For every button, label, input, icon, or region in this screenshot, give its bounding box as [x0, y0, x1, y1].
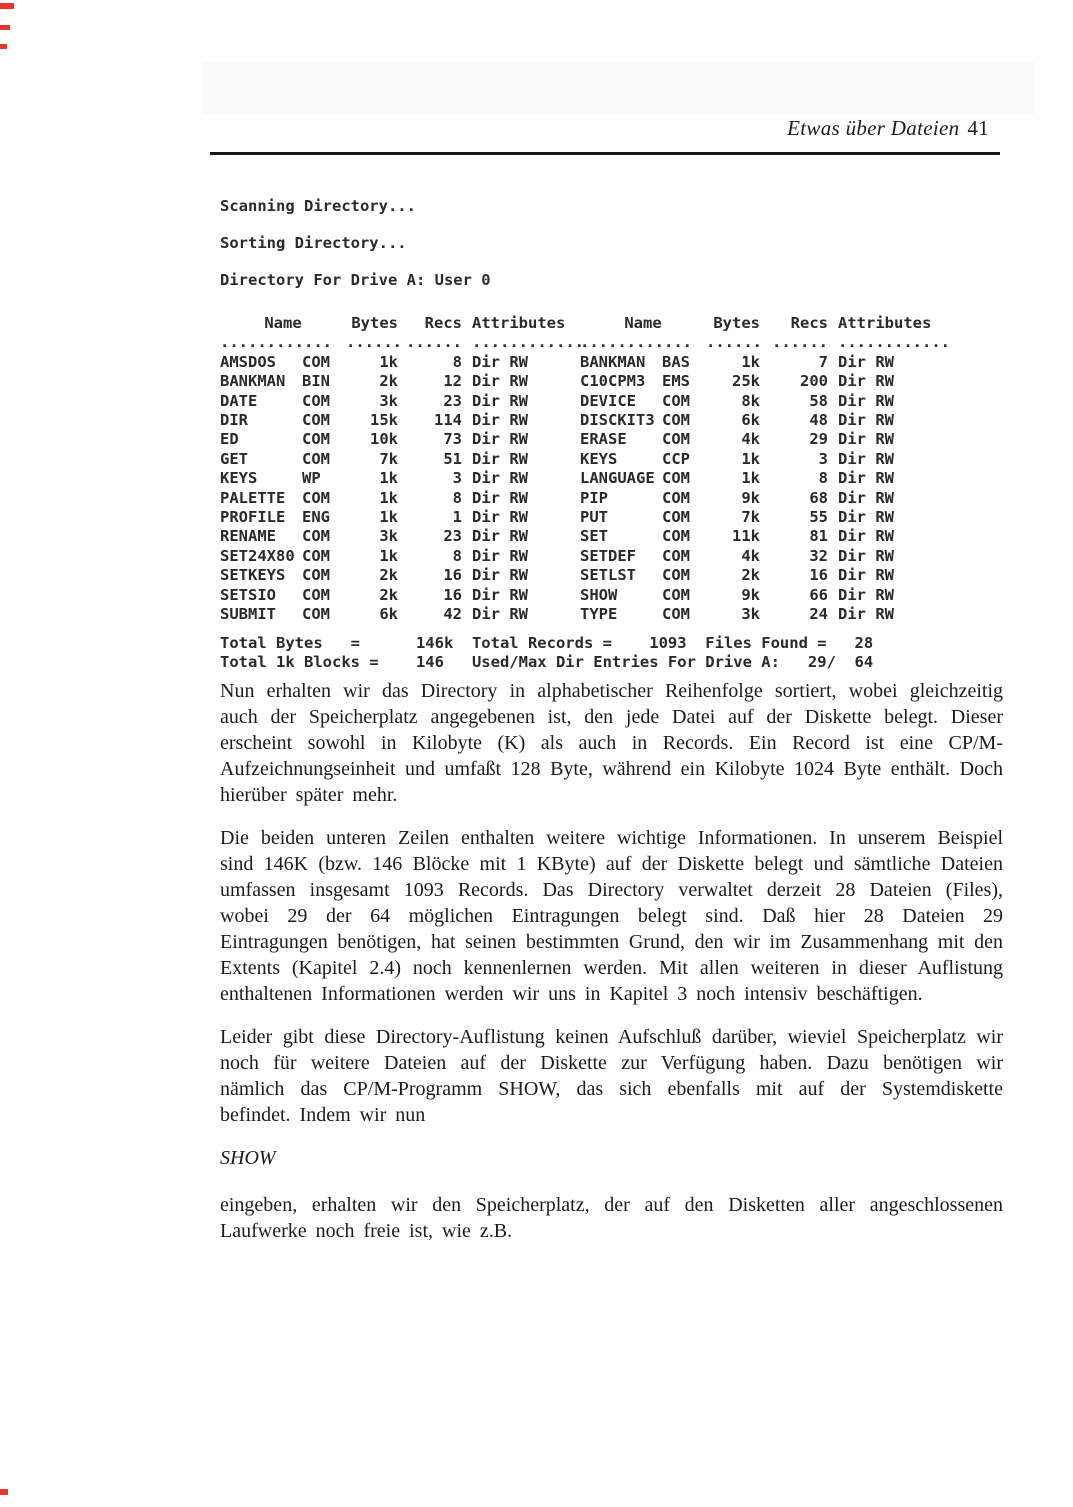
file-extension: COM	[662, 546, 690, 565]
status-line-scanning: Scanning Directory...	[220, 197, 416, 215]
file-records: 16	[809, 566, 828, 585]
paragraph-totals-explained: Die beiden unteren Zeilen enthalten weitere wichtige Informationen. In unserem Beispiel sind 146K (bzw. 146 Blöcke mit 1 KByte) auf der Diskette belegt und sämtliche Dateien umfassen insgesamt 1093 Records. Das Directory verwaltet derzeit 28 Dateien (Files), wobei 29 der 64 möglichen Eintragungen belegt sind. Daß hier 28 Dateien 29 Eintragungen benötigen, hat seinen bestimmten Grund, den wir im Zusammenhang mit den Extents (Kapitel 2.4) noch kennenlernen werden. Mit allen weiteren in dieser Auflistung enthaltenen Informationen werden wir uns in Kapitel 3 noch intensiv beschäftigen.	[220, 827, 1003, 1005]
totals-line-bytes: Total Bytes = 146k Total Records = 1093 Files Found = 28	[220, 633, 874, 652]
file-extension: COM	[302, 411, 330, 430]
file-attributes: Dir RW	[838, 585, 894, 604]
totals-line-blocks: Total 1k Blocks = 146 Used/Max Dir Entries For Drive A: 29/ 64	[220, 652, 874, 671]
scan-shading	[202, 62, 1034, 114]
file-extension: COM	[302, 488, 330, 507]
file-records: 58	[809, 391, 828, 410]
file-bytes: 9k	[741, 585, 760, 604]
file-records: 8	[452, 352, 462, 371]
file-name: SETKEYS	[220, 566, 286, 585]
file-bytes: 1k	[379, 508, 398, 527]
file-attributes: Dir RW	[838, 605, 894, 624]
file-bytes: 6k	[741, 411, 760, 430]
file-extension: COM	[302, 430, 330, 449]
file-records: 23	[443, 527, 462, 546]
file-bytes: 8k	[741, 391, 760, 410]
file-records: 16	[443, 566, 462, 585]
file-bytes: 25k	[732, 372, 760, 391]
file-bytes: 3k	[379, 391, 398, 410]
separator-dots: ......	[406, 333, 462, 352]
separator-dots: ......	[772, 333, 828, 352]
file-bytes: 1k	[741, 469, 760, 488]
file-records: 8	[452, 488, 462, 507]
file-extension: COM	[662, 430, 690, 449]
chapter-title: Etwas über Dateien	[787, 116, 960, 140]
column-header-name: Name	[264, 314, 302, 332]
file-extension: ENG	[302, 508, 330, 527]
file-name: DATE	[220, 391, 258, 410]
table-row	[220, 527, 960, 546]
file-bytes: 7k	[741, 508, 760, 527]
file-records: 81	[809, 527, 828, 546]
file-records: 16	[443, 585, 462, 604]
file-records: 51	[443, 449, 462, 468]
file-bytes: 3k	[741, 605, 760, 624]
file-bytes: 2k	[379, 566, 398, 585]
file-records: 7	[818, 352, 828, 371]
file-name: TYPE	[580, 605, 618, 624]
file-bytes: 6k	[379, 605, 398, 624]
file-bytes: 2k	[741, 566, 760, 585]
page-number: 41	[967, 116, 989, 140]
file-bytes: 1k	[379, 469, 398, 488]
table-row	[220, 469, 960, 488]
file-name: BANKMAN	[580, 352, 646, 371]
file-attributes: Dir RW	[472, 605, 528, 624]
column-header-bytes: Bytes	[351, 314, 398, 332]
file-name: PROFILE	[220, 508, 286, 527]
file-records: 3	[818, 449, 828, 468]
file-attributes: Dir RW	[472, 411, 528, 430]
file-extension: COM	[662, 469, 690, 488]
file-extension: WP	[302, 469, 321, 488]
file-name: SETLST	[580, 566, 636, 585]
file-bytes: 2k	[379, 585, 398, 604]
file-records: 114	[434, 411, 462, 430]
file-records: 200	[800, 372, 828, 391]
scan-artifact-red-mark	[0, 25, 10, 30]
header-rule	[210, 152, 1000, 155]
file-attributes: Dir RW	[838, 411, 894, 430]
table-row	[220, 450, 960, 469]
file-extension: COM	[662, 585, 690, 604]
file-records: 48	[809, 411, 828, 430]
table-row	[220, 489, 960, 508]
file-attributes: Dir RW	[472, 391, 528, 410]
file-extension: COM	[662, 488, 690, 507]
file-bytes: 4k	[741, 430, 760, 449]
separator-dots: ............	[472, 333, 584, 352]
directory-table-body	[220, 353, 960, 625]
file-name: DEVICE	[580, 391, 636, 410]
show-command: SHOW	[220, 1147, 276, 1169]
file-attributes: Dir RW	[472, 372, 528, 391]
file-records: 23	[443, 391, 462, 410]
table-row	[220, 411, 960, 430]
separator-dots: ............	[838, 333, 950, 352]
file-records: 8	[818, 469, 828, 488]
file-bytes: 4k	[741, 546, 760, 565]
file-extension: COM	[302, 352, 330, 371]
file-attributes: Dir RW	[838, 352, 894, 371]
column-header-attributes: Attributes	[472, 314, 566, 332]
column-header-recs: Recs	[790, 314, 828, 332]
directory-table	[220, 314, 960, 625]
column-header-recs: Recs	[424, 314, 462, 332]
file-bytes: 7k	[379, 449, 398, 468]
table-row	[220, 430, 960, 449]
table-row	[220, 372, 960, 391]
column-header-bytes: Bytes	[713, 314, 760, 332]
running-head	[787, 116, 989, 141]
file-name: DIR	[220, 411, 248, 430]
file-records: 1	[452, 508, 462, 527]
file-attributes: Dir RW	[838, 488, 894, 507]
table-row	[220, 392, 960, 411]
file-name: AMSDOS	[220, 352, 276, 371]
file-extension: COM	[662, 411, 690, 430]
file-records: 55	[809, 508, 828, 527]
file-bytes: 11k	[732, 527, 760, 546]
paragraph-directory-sorted: Nun erhalten wir das Directory in alphabetischer Reihenfolge sortiert, wobei gleichzeitig auch der Speicherplatz angegebenen ist, den jede Datei auf der Diskette belegt. Dieser erscheint sowohl in Kilobyte (K) als auch in Records. Ein Record ist eine CP/M-Aufzeichnungseinheit und umfaßt 128 Byte, während ein Kilobyte 1024 Byte enthält. Doch hierüber später mehr.	[220, 680, 1003, 806]
file-name: SETSIO	[220, 585, 276, 604]
file-bytes: 9k	[741, 488, 760, 507]
file-bytes: 1k	[741, 449, 760, 468]
scan-artifact-red-mark	[0, 3, 14, 9]
body-text	[220, 678, 1003, 1244]
file-name: SETDEF	[580, 546, 636, 565]
scan-artifact-red-mark	[0, 1489, 8, 1495]
file-extension: COM	[302, 585, 330, 604]
file-name: LANGUAGE	[580, 469, 655, 488]
file-name: RENAME	[220, 527, 276, 546]
file-bytes: 1k	[379, 352, 398, 371]
file-bytes: 2k	[379, 372, 398, 391]
file-name: SET24X80	[220, 546, 295, 565]
file-attributes: Dir RW	[838, 430, 894, 449]
file-bytes: 1k	[379, 488, 398, 507]
file-attributes: Dir RW	[838, 391, 894, 410]
table-row	[220, 547, 960, 566]
scan-artifact-red-mark	[0, 44, 7, 49]
file-extension: COM	[302, 566, 330, 585]
table-row	[220, 566, 960, 585]
file-attributes: Dir RW	[472, 469, 528, 488]
file-records: 42	[443, 605, 462, 624]
column-header-attributes: Attributes	[838, 314, 932, 332]
file-extension: COM	[662, 605, 690, 624]
file-extension: COM	[302, 527, 330, 546]
file-name: SHOW	[580, 585, 618, 604]
file-records: 8	[452, 546, 462, 565]
file-extension: COM	[662, 527, 690, 546]
file-name: KEYS	[220, 469, 258, 488]
file-attributes: Dir RW	[472, 352, 528, 371]
table-row	[220, 605, 960, 624]
status-line-sorting: Sorting Directory...	[220, 234, 407, 252]
file-name: DISCKIT3	[580, 411, 655, 430]
file-extension: BAS	[662, 352, 690, 371]
file-name: SET	[580, 527, 608, 546]
file-attributes: Dir RW	[472, 488, 528, 507]
file-attributes: Dir RW	[838, 372, 894, 391]
file-name: C10CPM3	[580, 372, 646, 391]
column-header-name: Name	[624, 314, 662, 332]
file-name: PALETTE	[220, 488, 286, 507]
paragraph-show-intro: Leider gibt diese Directory-Auflistung keinen Aufschluß darüber, wieviel Speicherplatz wir noch für weitere Dateien auf der Diskette zur Verfügung haben. Dazu benötigen wir nämlich das CP/M-Programm SHOW, das sich ebenfalls mit auf der Systemdiskette befindet. Indem wir nun	[220, 1026, 1003, 1126]
file-name: SUBMIT	[220, 605, 276, 624]
file-extension: EMS	[662, 372, 690, 391]
directory-table-separator	[220, 333, 960, 352]
file-extension: BIN	[302, 372, 330, 391]
file-attributes: Dir RW	[838, 508, 894, 527]
file-attributes: Dir RW	[472, 527, 528, 546]
paragraph-show-result: eingeben, erhalten wir den Speicherplatz, der auf den Disketten aller angeschlossenen Laufwerke noch freie ist, wie z.B.	[220, 1194, 1003, 1242]
file-bytes: 10k	[370, 430, 398, 449]
table-row	[220, 586, 960, 605]
file-attributes: Dir RW	[838, 546, 894, 565]
file-records: 73	[443, 430, 462, 449]
separator-dots: ............	[580, 333, 692, 352]
file-bytes: 1k	[379, 546, 398, 565]
file-name: ERASE	[580, 430, 627, 449]
separator-dots: ......	[346, 333, 402, 352]
file-attributes: Dir RW	[838, 449, 894, 468]
directory-table-header	[220, 314, 960, 333]
separator-dots: ............	[220, 333, 332, 352]
file-extension: COM	[302, 546, 330, 565]
file-attributes: Dir RW	[472, 585, 528, 604]
file-records: 29	[809, 430, 828, 449]
file-name: ED	[220, 430, 239, 449]
file-bytes: 3k	[379, 527, 398, 546]
file-attributes: Dir RW	[838, 527, 894, 546]
file-extension: COM	[662, 508, 690, 527]
file-attributes: Dir RW	[838, 566, 894, 585]
file-name: BANKMAN	[220, 372, 286, 391]
status-line-drive: Directory For Drive A: User 0	[220, 271, 491, 289]
file-extension: COM	[302, 391, 330, 410]
terminal-listing	[220, 196, 960, 672]
file-attributes: Dir RW	[472, 566, 528, 585]
file-extension: COM	[302, 449, 330, 468]
file-records: 68	[809, 488, 828, 507]
file-bytes: 1k	[741, 352, 760, 371]
file-attributes: Dir RW	[472, 508, 528, 527]
file-records: 24	[809, 605, 828, 624]
file-records: 12	[443, 372, 462, 391]
file-name: PUT	[580, 508, 608, 527]
file-attributes: Dir RW	[472, 430, 528, 449]
file-name: PIP	[580, 488, 608, 507]
file-name: GET	[220, 449, 248, 468]
table-row	[220, 353, 960, 372]
file-extension: COM	[302, 605, 330, 624]
file-extension: COM	[662, 566, 690, 585]
file-name: KEYS	[580, 449, 618, 468]
separator-dots: ......	[706, 333, 762, 352]
file-extension: CCP	[662, 449, 690, 468]
file-records: 3	[452, 469, 462, 488]
table-row	[220, 508, 960, 527]
file-attributes: Dir RW	[838, 469, 894, 488]
file-records: 32	[809, 546, 828, 565]
file-attributes: Dir RW	[472, 449, 528, 468]
file-records: 66	[809, 585, 828, 604]
file-bytes: 15k	[370, 411, 398, 430]
file-extension: COM	[662, 391, 690, 410]
file-attributes: Dir RW	[472, 546, 528, 565]
